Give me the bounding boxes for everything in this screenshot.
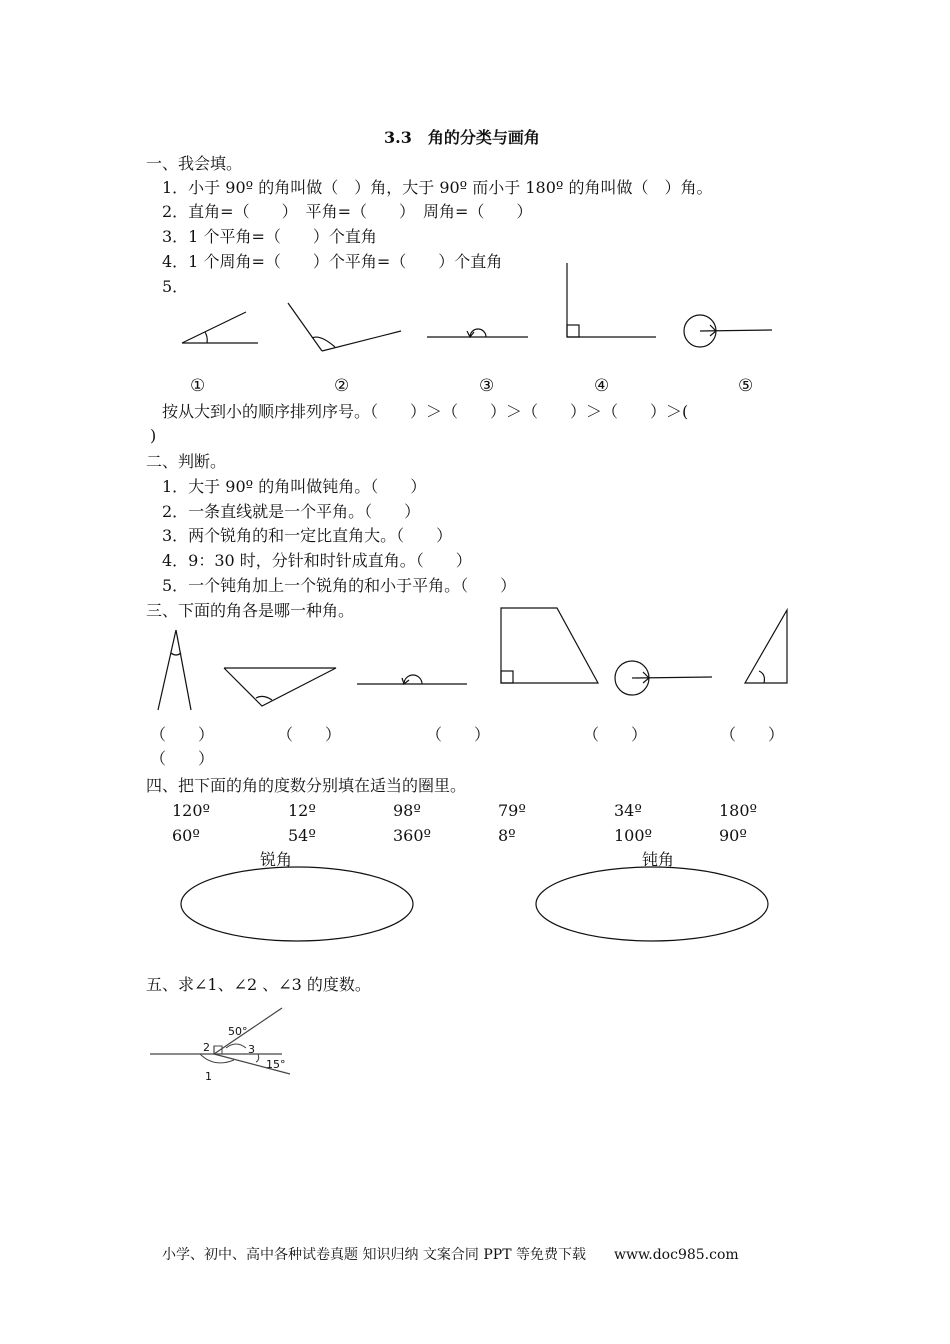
angle-figure-1	[182, 312, 258, 343]
angle-e-full	[615, 661, 712, 695]
answer-blank-1: （ ）	[150, 725, 215, 744]
judge-item-4: 4．9：30 时，分针和时针成直角。（ ）	[162, 551, 472, 570]
angle-figure-2	[288, 303, 401, 351]
answer-ellipses	[0, 862, 950, 952]
answer-blank-6: （ ）	[150, 749, 215, 768]
answer-blank-3: （ ）	[426, 725, 491, 744]
label-circle-2: ②	[334, 376, 350, 396]
degree-54: 54º	[288, 826, 316, 845]
angle-figure-3	[427, 329, 528, 337]
fig-label-15: 15°	[266, 1058, 286, 1071]
answer-blank-4: （ ）	[583, 725, 648, 744]
obtuse-ellipse	[536, 867, 768, 941]
fig-label-2: 2	[203, 1041, 210, 1054]
acute-ellipse	[181, 867, 413, 941]
degree-180: 180º	[719, 801, 758, 820]
angle-figure-5	[684, 315, 772, 347]
angle-c-straight	[357, 675, 467, 684]
degree-98: 98º	[393, 801, 421, 820]
answer-blank-2: （ ）	[277, 725, 342, 744]
degree-12: 12º	[288, 801, 316, 820]
fill-question-5: 5．	[162, 277, 189, 296]
judge-item-5: 5．一个钝角加上一个锐角的和小于平角。（ ）	[162, 576, 517, 595]
page-title: 3.3 角的分类与画角	[384, 128, 540, 147]
fill-question-2: 2．直角=（ ） 平角=（ ） 周角=（ ）	[162, 202, 533, 221]
label-circle-3: ③	[479, 376, 495, 396]
s3-angle-figures	[0, 600, 950, 700]
degree-100: 100º	[614, 826, 653, 845]
fig-label-50: 50°	[228, 1025, 248, 1038]
degree-79: 79º	[498, 801, 526, 820]
angle-b-obtuse	[224, 668, 336, 706]
q5-angle-figures	[0, 255, 950, 375]
degree-34: 34º	[614, 801, 642, 820]
label-circle-5: ⑤	[738, 376, 754, 396]
fill-question-1: 1．小于 90º 的角叫做（ ）角，大于 90º 而小于 180º 的角叫做（ ）角。	[162, 178, 713, 197]
obtuse-ellipse-label: 钝角	[642, 850, 675, 869]
answer-blank-5: （ ）	[720, 725, 785, 744]
angle-f-acute	[745, 610, 787, 683]
label-circle-4: ④	[594, 376, 610, 396]
fig-label-1: 1	[205, 1070, 212, 1083]
degree-90: 90º	[719, 826, 747, 845]
angle-d-right	[501, 608, 598, 683]
label-circle-1: ①	[190, 376, 206, 396]
order-prompt-cont: )	[150, 426, 157, 445]
fig-label-3: 3	[248, 1043, 255, 1056]
fill-question-3: 3．1 个平角=（ ）个直角	[162, 227, 377, 246]
degree-120: 120º	[172, 801, 211, 820]
section-3-heading: 三、下面的角各是哪一种角。	[146, 601, 355, 620]
section-1-heading: 一、我会填。	[146, 154, 243, 173]
degree-8: 8º	[498, 826, 516, 845]
fill-question-4: 4．1 个周角=（ ）个平角=（ ）个直角	[162, 252, 503, 271]
angle-a-acute	[158, 630, 191, 710]
degree-60: 60º	[172, 826, 200, 845]
acute-ellipse-label: 锐角	[260, 850, 293, 869]
footer-text: 小学、初中、高中各种试卷真题 知识归纳 文案合同 PPT 等免费下载 www.doc985.com	[162, 1247, 739, 1263]
judge-item-3: 3．两个锐角的和一定比直角大。（ ）	[162, 526, 453, 545]
section-2-heading: 二、判断。	[146, 452, 227, 471]
section-4-heading: 四、把下面的角的度数分别填在适当的圈里。	[146, 776, 467, 795]
judge-item-2: 2．一条直线就是一个平角。（ ）	[162, 502, 421, 521]
degree-360: 360º	[393, 826, 432, 845]
angle-figure-4	[567, 263, 656, 337]
angle-measure-figure	[0, 1000, 950, 1090]
order-prompt: 按从大到小的顺序排列序号。（ ）＞（ ）＞（ ）＞（ ）＞(	[162, 402, 689, 421]
judge-item-1: 1．大于 90º 的角叫做钝角。（ ）	[162, 477, 427, 496]
section-5-heading: 五、求∠1、∠2 、∠3 的度数。	[146, 975, 371, 994]
